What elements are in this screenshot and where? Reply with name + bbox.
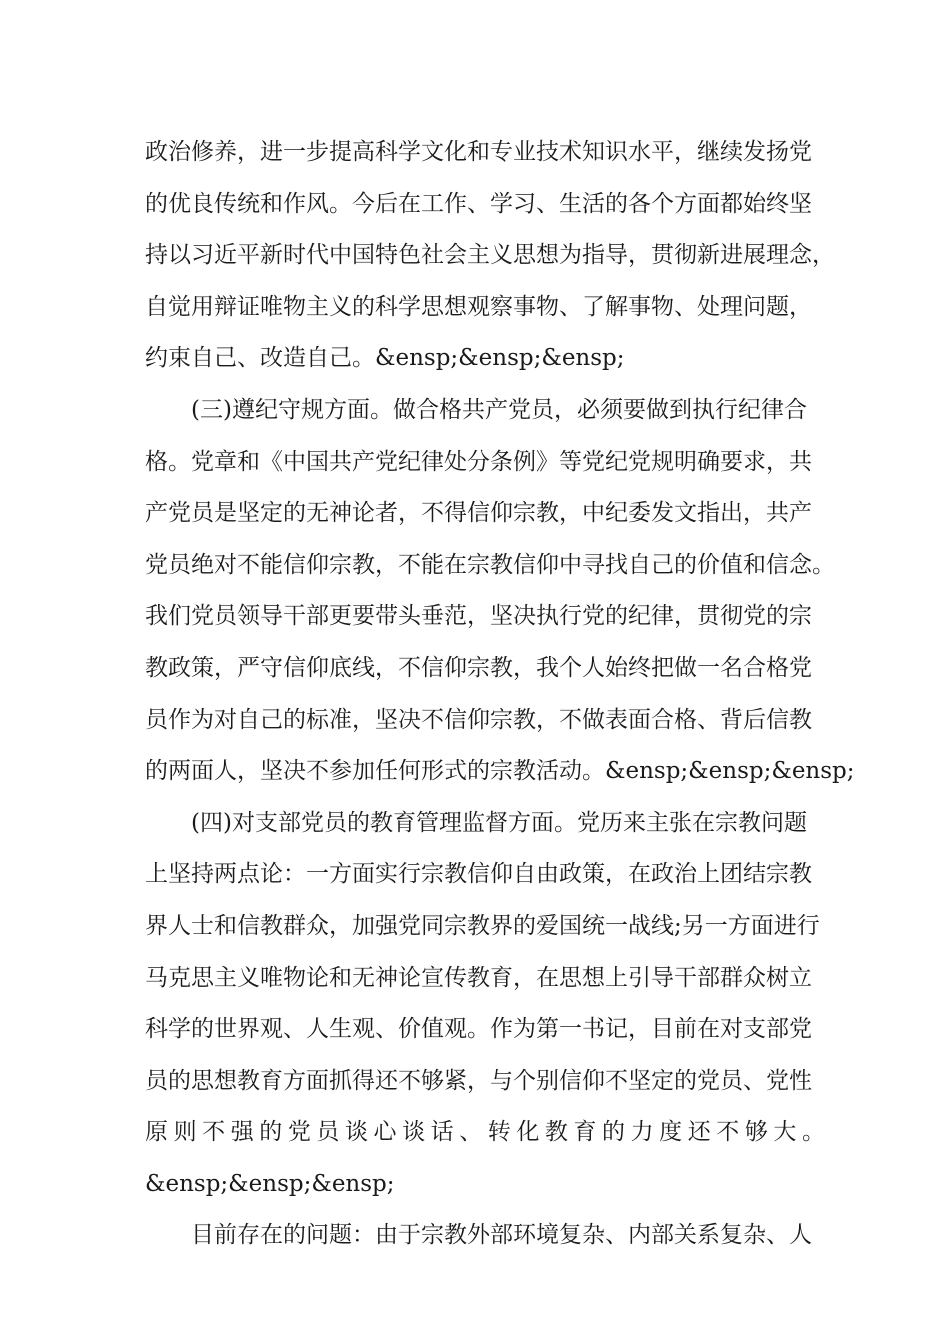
text-line: 员的思想教育方面抓得还不够紧，与个别信仰不坚定的党员、党性 xyxy=(145,1067,812,1094)
paragraph-start-line: (四)对支部党员的教育管理监督方面。党历来主张在宗教问题 xyxy=(191,809,807,836)
text-line: 自觉用辩证唯物主义的科学思想观察事物、了解事物、处理问题， xyxy=(145,293,812,320)
text-line: 约束自己、改造自己。&ensp;&ensp;&ensp; xyxy=(145,345,625,372)
text-line: 产党员是坚定的无神论者，不得信仰宗教，中纪委发文指出，共产 xyxy=(145,500,812,527)
text-line: 原则不强的党员谈心谈话、转化教育的力度还不够大。 xyxy=(145,1119,825,1146)
text-line: 的两面人，坚决不参加任何形式的宗教活动。&ensp;&ensp;&ensp; xyxy=(145,758,855,785)
paragraph-start-line: 目前存在的问题：由于宗教外部环境复杂、内部关系复杂、人 xyxy=(191,1222,812,1249)
text-line: 上坚持两点论：一方面实行宗教信仰自由政策，在政治上团结宗教 xyxy=(145,861,812,888)
document-body xyxy=(145,130,855,1265)
paragraph-start-line: (三)遵纪守规方面。做合格共产党员，必须要做到执行纪律合 xyxy=(191,396,807,423)
text-line: 科学的世界观、人生观、价值观。作为第一书记，目前在对支部党 xyxy=(145,1016,812,1043)
text-line: 格。党章和《中国共产党纪律处分条例》等党纪党规明确要求，共 xyxy=(145,448,812,475)
text-line: 教政策，严守信仰底线，不信仰宗教，我个人始终把做一名合格党 xyxy=(145,654,812,681)
text-line: 持以习近平新时代中国特色社会主义思想为指导，贯彻新进展理念， xyxy=(145,242,835,269)
text-line: 政治修养，进一步提高科学文化和专业技术知识水平，继续发扬党 xyxy=(145,139,812,165)
text-line: 的优良传统和作风。今后在工作、学习、生活的各个方面都始终坚 xyxy=(145,190,812,217)
text-line: 党员绝对不能信仰宗教，不能在宗教信仰中寻找自己的价值和信念。 xyxy=(145,551,835,578)
text-line: 我们党员领导干部更要带头垂范，坚决执行党的纪律，贯彻党的宗 xyxy=(145,603,812,630)
text-line: &ensp;&ensp;&ensp; xyxy=(145,1170,395,1197)
text-line: 马克思主义唯物论和无神论宣传教育，在思想上引导干部群众树立 xyxy=(145,964,812,991)
text-line: 界人士和信教群众，加强党同宗教界的爱国统一战线;另一方面进行 xyxy=(145,912,820,939)
text-line: 员作为对自己的标准，坚决不信仰宗教，不做表面合格、背后信教 xyxy=(145,706,812,733)
